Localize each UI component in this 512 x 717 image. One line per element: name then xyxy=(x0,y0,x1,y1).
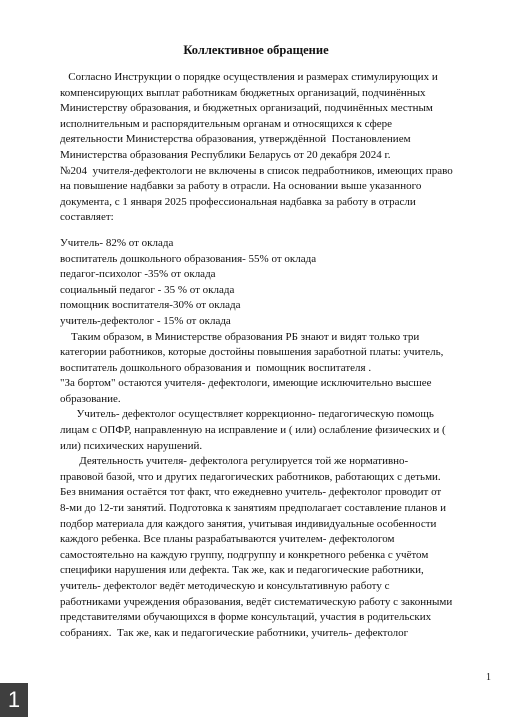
body-line: собраниях. Так же, как и педагогические работники, учитель- дефектолог xyxy=(60,626,409,639)
body-line: образование. xyxy=(60,392,121,405)
body-line: "За бортом" остаются учителя- дефектологи, имеющие исключительно высшее xyxy=(60,377,432,390)
body-line: Без внимания остаётся тот факт, что ежедневно учитель- дефектолог проводит от xyxy=(60,486,442,499)
intro-line: исполнительным и распорядительным органам и относящихся к сфере xyxy=(60,117,392,130)
intro-line: на повышение надбавки за работу в отрасли. На основании выше указанного xyxy=(60,180,422,193)
intro-line: №204 учителя-дефектологи не включены в список педработников, имеющих право xyxy=(60,164,453,177)
rate-line: помощник воспитателя-30% от оклада xyxy=(60,299,241,312)
document-title: Коллективное обращение xyxy=(183,43,329,57)
body-line: Деятельность учителя- дефектолога регулируется той же нормативно- xyxy=(60,455,409,468)
intro-line: Согласно Инструкции о порядке осуществления и размерах стимулирующих и xyxy=(60,71,438,83)
page-number: 1 xyxy=(486,672,491,683)
slide-index-badge[interactable]: 1 xyxy=(0,683,28,717)
rate-line: социальный педагог - 35 % от оклада xyxy=(60,283,235,296)
intro-line: составляет: xyxy=(60,211,114,224)
document-body xyxy=(60,70,505,641)
rate-line: учитель-дефектолог - 15% от оклада xyxy=(60,314,231,327)
body-line: лицам с ОПФР, направленную на исправление и ( или) ослабление физических и ( xyxy=(60,424,446,437)
intro-line: документа, с 1 января 2025 профессиональная надбавка за работу в отрасли xyxy=(60,195,416,208)
rate-line: Учитель- 82% от оклада xyxy=(60,236,174,249)
intro-line: Министерству образования, и бюджетных организаций, подчинённых местным xyxy=(60,102,433,115)
body-line: воспитатель дошкольного образования и помощник воспитателя . xyxy=(60,361,372,374)
intro-line: деятельности Министерства образования, утверждённой Постановлением xyxy=(60,133,411,146)
rate-line: педагог-психолог -35% от оклада xyxy=(60,268,216,281)
body-line: учитель- дефектолог ведёт методическую и консультативную работу с xyxy=(60,580,390,592)
body-line: работниками учреждения образования, ведёт систематическую работу с законными xyxy=(60,595,453,608)
body-line: Таким образом, в Министерстве образования РБ знают и видят только три xyxy=(60,330,420,343)
body-line: или) психических нарушений. xyxy=(60,439,203,452)
body-line: 8-ми до 12-ти занятий. Подготовка к занятиям предполагает составление планов и xyxy=(60,502,447,515)
body-line: каждого ребенка. Все планы разрабатываются учителем- дефектологом xyxy=(60,533,395,546)
paragraph-gap xyxy=(60,226,505,236)
rate-line: воспитатель дошкольного образования- 55% от оклада xyxy=(60,252,317,265)
body-line: Учитель- дефектолог осуществляет коррекционно- педагогическую помощь xyxy=(60,408,434,421)
body-line: самостоятельно на каждую группу, подгруппу и конкретного ребенка с учётом xyxy=(60,548,429,561)
body-line: правовой базой, что и других педагогических работников, работающих с детьми. xyxy=(60,470,441,483)
body-line: представителями обучающихся в форме консультаций, участия в родительских xyxy=(60,611,432,624)
intro-line: Министерства образования Республики Беларусь от 20 декабря 2024 г. xyxy=(60,148,391,161)
intro-line: компенсирующих выплат работникам бюджетных организаций, подчинённых xyxy=(60,86,426,99)
body-line: специфики нарушения или дефекта. Так же, как и педагогические работники, xyxy=(60,564,424,577)
body-line: категории работников, которые достойны повышения заработной платы: учитель, xyxy=(60,346,444,359)
body-line: подбор материала для каждого занятия, учитывая индивидуальные особенности xyxy=(60,517,437,530)
